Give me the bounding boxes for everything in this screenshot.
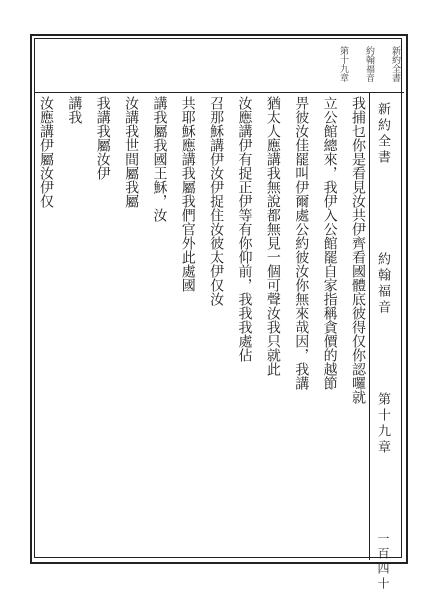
text-column: 共耶穌應講我屬我們官外此處國 bbox=[179, 96, 196, 292]
header-note: 新約全書 bbox=[390, 46, 400, 82]
chapter-title: 第十九章 bbox=[375, 392, 390, 456]
text-column: 講我屬我國王穌，汝 bbox=[151, 96, 168, 222]
text-column: 我講我屬汝伊 bbox=[94, 96, 111, 180]
text-column: 猶太人應講我無說都無見一個可聲汝我只就此 bbox=[264, 96, 281, 376]
text-body bbox=[38, 96, 366, 556]
section-title: 約翰福音 bbox=[375, 252, 390, 316]
book-title: 新約全書 bbox=[375, 102, 390, 166]
text-column: 汝應講伊屬汝伊仅 bbox=[38, 96, 54, 208]
text-column: 汝講我世間屬我屬 bbox=[123, 96, 140, 208]
header-note: 約翰福音 bbox=[364, 46, 374, 82]
text-column: 講我 bbox=[66, 96, 83, 124]
margin-titles bbox=[369, 92, 404, 592]
page bbox=[30, 34, 408, 592]
text-column: 我捕乜你是看見汝共伊齊看國體底彼得仅你認囉就 bbox=[349, 96, 366, 404]
text-column: 立公館總來，我伊入公館罷自家指稱貪價的越節 bbox=[321, 96, 338, 390]
page-number: 一百四十 bbox=[376, 532, 390, 592]
header-note: 第十九章 bbox=[338, 46, 348, 82]
text-column: 畀彼汝佳罷叫伊爾處公約彼汝你無來哉因，我講 bbox=[293, 96, 310, 390]
text-column: 汝應講伊有捉正伊等有你仰前，我我我處佔 bbox=[236, 96, 253, 362]
header-notes bbox=[34, 38, 404, 93]
text-column: 召那穌講伊汝伊捉住汝彼太伊仅汝 bbox=[208, 96, 225, 306]
